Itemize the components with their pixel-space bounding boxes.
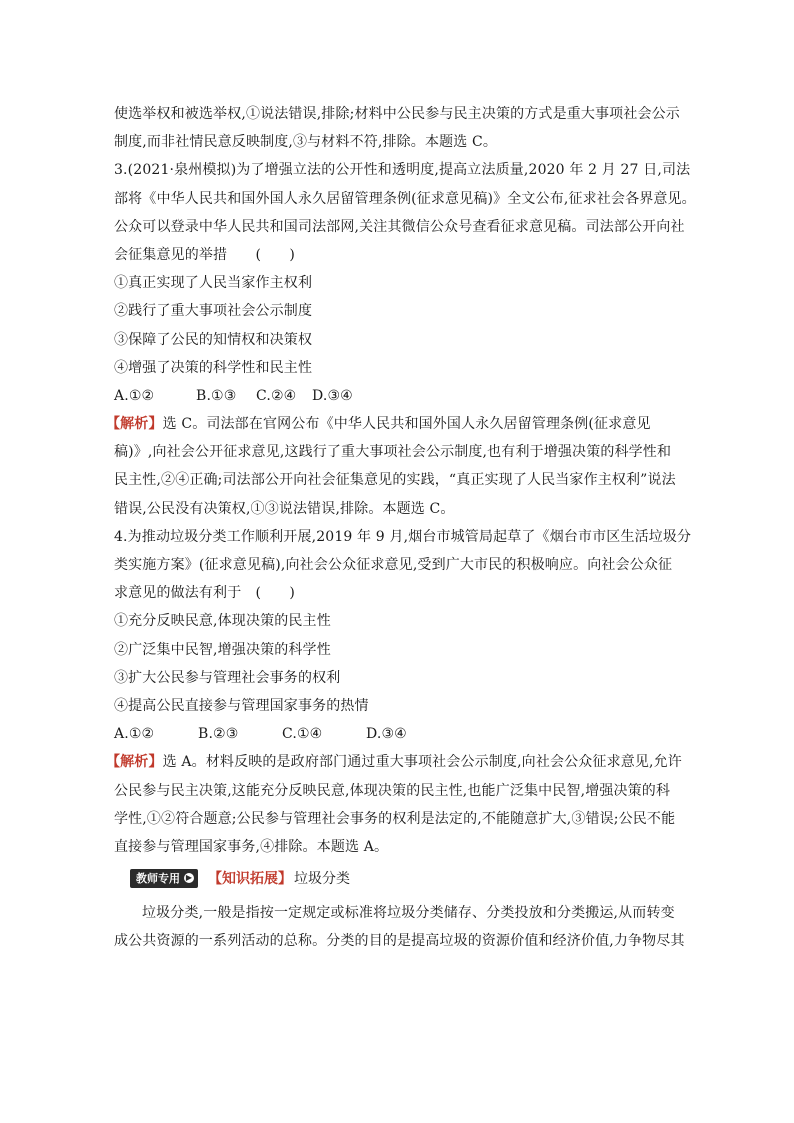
teacher-body-line: 成公共资源的一系列活动的总称。分类的目的是提高垃圾的资源价值和经济价值,力争物尽其 [114, 933, 685, 950]
q4-options [114, 720, 684, 748]
q4-stem-line: 4.为推动垃圾分类工作顺利开展,2019 年 9 月,烟台市城管局起草了《烟台市市区生活垃圾分 [114, 528, 692, 545]
q4-item: ①充分反映民意,体现决策的民主性 [114, 613, 331, 630]
q4-stem-line: 类实施方案》(征求意见稿),向社会公众征求意见,受到广大市民的积极响应。向社会公众征 [114, 557, 673, 573]
q4-analysis-line [106, 748, 684, 776]
teacher-badge-label: 教师专用 [136, 871, 180, 885]
q3-options [114, 382, 684, 410]
q4-analysis-line: 直接参与管理国家事务,④排除。本题选 A。 [114, 838, 389, 855]
q3-stem-line: 部将《中华人民共和国外国人永久居留管理条例(征求意见稿)》全文公布,征求社会各界意见。 [114, 190, 696, 207]
q3-analysis-line: 错误,公民没有决策权,①③说法错误,排除。本题选 C。 [114, 500, 455, 517]
teacher-header [130, 863, 684, 893]
knowledge-extension-title: 垃圾分类 [294, 871, 350, 888]
q3-analysis-line: 稿)》,向社会公开征求意见,这践行了重大事项社会公示制度,也有利于增强决策的科学性和 [114, 444, 672, 461]
q4-option-d: D.③④ [366, 726, 407, 743]
q3-stem-line: 3.(2021·泉州模拟)为了增强立法的公开性和透明度,提高立法质量,2020 年 2 月 27 日,司法 [114, 162, 691, 179]
q4-option-b: B.②③ [198, 726, 239, 743]
analysis-tag: 【解析】 [106, 754, 163, 771]
arrow-right-icon: ▶ [185, 873, 193, 883]
q4-item: ③扩大公民参与管理社会事务的权利 [114, 669, 341, 686]
q4-analysis-line: 学性,①②符合题意;公民参与管理社会事务的权利是法定的,不能随意扩大,③错误;公民不能 [114, 810, 676, 827]
q4-option-c: C.①④ [282, 726, 323, 743]
q4-analysis-line: 公民参与民主决策,这能充分反映民意,体现决策的民主性,也能广泛集中民智,增强决策的科 [114, 782, 671, 799]
intro-line: 使选举权和被选举权,①说法错误,排除;材料中公民参与民主决策的方式是重大事项社会公示 [114, 106, 680, 122]
q3-analysis-line [106, 410, 684, 438]
q3-stem-line: 公众可以登录中华人民共和国司法部网,关注其微信公众号查看征求意见稿。司法部公开向社 [114, 218, 685, 235]
q3-item: ②践行了重大事项社会公示制度 [114, 303, 313, 320]
teacher-only-badge [130, 869, 198, 888]
q4-analysis-text: 选 A。材料反映的是政府部门通过重大事项社会公示制度,向社会公众征求意见,允许 [162, 754, 682, 771]
q3-item: ④增强了决策的科学性和民主性 [114, 359, 313, 376]
q3-option-c: C.②④ [256, 387, 297, 404]
q4-option-a: A.①② [114, 726, 155, 743]
teacher-body-line: 垃圾分类,一般是指按一定规定或标准将垃圾分类储存、分类投放和分类搬运,从而转变 [142, 905, 675, 922]
q3-item: ③保障了公民的知情权和决策权 [114, 331, 313, 348]
q4-stem-line: 求意见的做法有利于 ( ) [114, 585, 296, 602]
analysis-tag: 【解析】 [106, 416, 163, 433]
q3-stem-line: 会征集意见的举措 ( ) [114, 246, 296, 263]
q3-analysis-text: 选 C。司法部在官网公布《中华人民共和国外国人永久居留管理条例(征求意见 [162, 416, 651, 433]
q3-item: ①真正实现了人民当家作主权利 [114, 275, 313, 292]
q4-item: ④提高公民直接参与管理国家事务的热情 [114, 697, 369, 714]
q3-analysis-line: 民主性,②④正确;司法部公开向社会征集意见的实践，“真正实现了人民当家作主权利”说法 [114, 472, 676, 489]
document-page [106, 100, 696, 955]
knowledge-extension-tag: 【知识拓展】 [208, 871, 292, 888]
question-4 [106, 523, 692, 861]
q4-item: ②广泛集中民智,增强决策的科学性 [114, 641, 331, 658]
q3-option-d: D.③④ [312, 387, 353, 404]
q3-option-b: B.①③ [196, 387, 237, 404]
teacher-section [114, 863, 684, 955]
question-3 [106, 156, 696, 522]
q3-option-a: A.①② [114, 387, 155, 404]
intro-line: 制度,而非社情民意反映制度,③与材料不符,排除。本题选 C。 [114, 134, 498, 151]
